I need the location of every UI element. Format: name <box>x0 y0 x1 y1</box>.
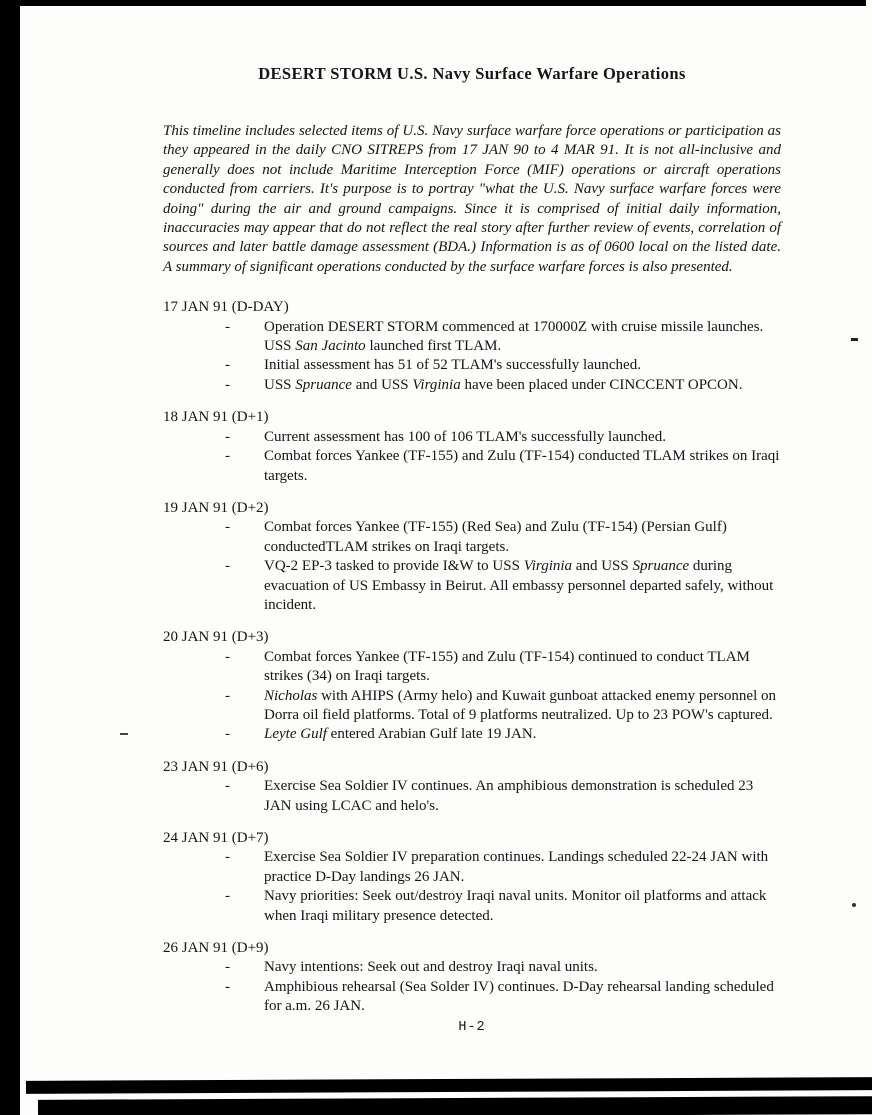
bullet-dash: - <box>225 428 230 445</box>
bullet-dash: - <box>225 376 230 393</box>
document-title: DESERT STORM U.S. Navy Surface Warfare Operations <box>258 64 686 83</box>
item-text: Exercise Sea Soldier IV preparation continues. Landings scheduled 22-24 JAN with practice D-Day landings 26 JAN. <box>264 849 769 885</box>
entry-date: 26 JAN 91 (D+9) <box>163 940 269 957</box>
timeline-item <box>163 848 781 887</box>
timeline-entry <box>163 628 781 744</box>
bullet-dash: - <box>225 687 230 704</box>
bullet-dash: - <box>225 448 230 465</box>
bullet-dash: - <box>225 959 230 976</box>
timeline-item <box>163 447 781 486</box>
item-text: Combat forces Yankee (TF-155) and Zulu (TF-154) conducted TLAM strikes on Iraqi targets. <box>264 448 780 484</box>
timeline-item <box>163 777 781 816</box>
timeline-item <box>163 887 781 926</box>
timeline-entry <box>163 408 781 486</box>
entry-date: 18 JAN 91 (D+1) <box>163 409 269 426</box>
item-text: Exercise Sea Soldier IV continues. An amphibious demonstration is scheduled 23 JAN using LCAC and helo's. <box>264 778 754 814</box>
bullet-dash: - <box>225 888 230 905</box>
timeline-entry <box>163 499 781 615</box>
bullet-dash: - <box>225 519 230 536</box>
entry-date: 17 JAN 91 (D-DAY) <box>163 299 289 316</box>
item-text: USS Spruance and USS Virginia have been placed under CINCCENT OPCON. <box>264 376 743 393</box>
bullet-dash: - <box>225 849 230 866</box>
timeline-item <box>163 376 781 395</box>
scan-artifact <box>852 903 856 907</box>
bullet-dash: - <box>225 726 230 743</box>
timeline-item <box>163 978 781 1017</box>
bullet-dash: - <box>225 318 230 335</box>
page-number: H-2 <box>458 1020 486 1035</box>
timeline-item <box>163 687 781 726</box>
timeline-item <box>163 648 781 687</box>
timeline-entry <box>163 298 781 395</box>
scan-bar-bottom-1 <box>26 1077 872 1094</box>
bullet-dash: - <box>225 357 230 374</box>
item-text: Initial assessment has 51 of 52 TLAM's successfully launched. <box>264 357 641 374</box>
timeline-item <box>163 428 781 447</box>
item-text: Current assessment has 100 of 106 TLAM's successfully launched. <box>264 428 666 445</box>
item-text: Combat forces Yankee (TF-155) and Zulu (TF-154) continued to conduct TLAM strikes (34) on Iraqi targets. <box>264 648 750 685</box>
item-text: Amphibious rehearsal (Sea Solder IV) continues. D-Day rehearsal landing scheduled for a.m. 26 JAN. <box>264 978 774 1015</box>
timeline-item <box>163 557 781 615</box>
timeline-entry <box>163 758 781 816</box>
bullet-dash: - <box>225 978 230 995</box>
document-body <box>163 64 781 1030</box>
scan-edge-top <box>18 0 866 6</box>
scan-artifact <box>120 733 128 735</box>
timeline-item <box>163 356 781 375</box>
item-text: Nicholas with AHIPS (Army helo) and Kuwait gunboat attacked enemy personnel on Dorra oil field platforms. Total of 9 platforms neutralized. Up to 23 POW's captured. <box>264 687 776 723</box>
timeline-item <box>163 518 781 557</box>
timeline-entry <box>163 829 781 926</box>
item-text: Combat forces Yankee (TF-155) (Red Sea) and Zulu (TF-154) (Persian Gulf) conductedTLAM strikes on Iraqi targets. <box>264 519 727 555</box>
entry-date: 19 JAN 91 (D+2) <box>163 499 269 516</box>
timeline-item <box>163 318 781 357</box>
timeline-item <box>163 725 781 744</box>
item-text: Leyte Gulf entered Arabian Gulf late 19 JAN. <box>264 726 537 743</box>
entry-date: 24 JAN 91 (D+7) <box>163 830 269 846</box>
entry-date: 23 JAN 91 (D+6) <box>163 758 269 775</box>
bullet-dash: - <box>225 778 230 795</box>
timeline-entry <box>163 939 781 1017</box>
item-text: Navy intentions: Seek out and destroy Iraqi naval units. <box>264 959 598 976</box>
scan-bar-bottom-2 <box>38 1096 872 1115</box>
item-text: Navy priorities: Seek out/destroy Iraqi naval units. Monitor oil platforms and attack when Iraqi military presence detected. <box>264 888 767 924</box>
entry-date: 20 JAN 91 (D+3) <box>163 629 269 646</box>
scan-artifact <box>851 338 858 341</box>
timeline-item <box>163 958 781 977</box>
item-text: VQ-2 EP-3 tasked to provide I&W to USS Virginia and USS Spruance during evacuation of US Embassy in Beirut. All embassy personnel departed safely, without incident. <box>264 558 774 613</box>
intro-paragraph: This timeline includes selected items of U.S. Navy surface warfare force operations or participation as they appeared in the daily CNO SITREPS from 17 JAN 90 to 4 MAR 91. It is not all-inclusive and generally does not include Maritime Interception Force (MIF) operations or aircraft operations conducted from carriers. It's purpose is to portray "what the U.S. Navy surface warfare forces were doing" during the air and ground campaigns. Since it is comprised of initial daily information, inaccuracies may appear that do not reflect the real story after further review of events, correlation of sources and later battle damage assessment (BDA.) Information is as of 0600 local on the listed date. A summary of significant operations conducted by the surface warfare forces is also presented. <box>163 123 781 275</box>
item-text: Operation DESERT STORM commenced at 170000Z with cruise missile launches. USS San Jacinto launched first TLAM. <box>264 318 764 355</box>
scan-edge-left <box>0 0 20 1115</box>
bullet-dash: - <box>225 558 230 575</box>
timeline <box>163 298 781 1016</box>
bullet-dash: - <box>225 648 230 665</box>
